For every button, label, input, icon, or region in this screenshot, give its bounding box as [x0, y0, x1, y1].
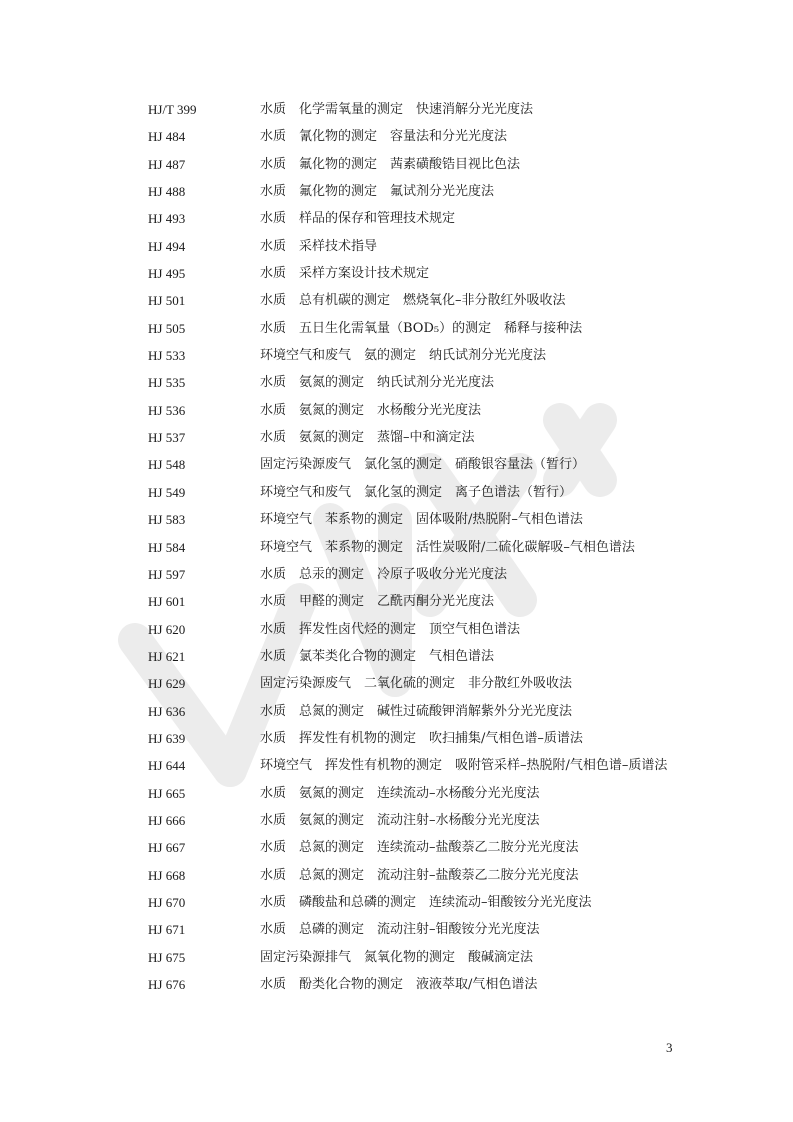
standard-row [148, 588, 688, 615]
standard-title: 水质 酚类化合物的测定 液液萃取/气相色谱法 [260, 977, 538, 992]
standard-code: HJ 644 [148, 758, 186, 774]
standard-code: HJ 484 [148, 129, 186, 145]
standard-title: 固定污染源废气 二氧化硫的测定 非分散红外吸收法 [260, 676, 573, 692]
standard-title: 水质 氨氮的测定 连续流动–水杨酸分光光度法 [260, 785, 540, 801]
standard-code: HJ 494 [148, 238, 186, 254]
standard-title: 水质 总氮的测定 流动注射–盐酸萘乙二胺分光光度法 [260, 867, 579, 883]
standard-row [148, 178, 688, 205]
standard-row [148, 260, 688, 287]
standard-row [148, 369, 688, 396]
standard-code: HJ 597 [148, 566, 186, 582]
standard-row [148, 780, 688, 807]
standard-code: HJ/T 399 [148, 102, 197, 117]
standard-code: HJ 668 [148, 867, 186, 883]
standard-row [148, 862, 688, 889]
standard-title: 环境空气 挥发性有机物的测定 吸附管采样–热脱附/气相色谱–质谱法 [260, 758, 668, 774]
standard-row [148, 643, 688, 670]
standard-row [148, 424, 688, 451]
standard-row [148, 944, 688, 971]
standard-code: HJ 505 [148, 320, 186, 336]
standard-row [148, 834, 688, 861]
standard-code: HJ 487 [148, 156, 186, 172]
standard-code: HJ 601 [148, 594, 186, 610]
standard-title: 环境空气和废气 氨的测定 纳氏试剂分光光度法 [260, 348, 547, 364]
standard-code: HJ 535 [148, 375, 186, 391]
standard-title: 水质 甲醛的测定 乙酰丙酮分光光度法 [260, 594, 495, 610]
standards-list [148, 96, 688, 998]
standard-code: HJ 493 [148, 211, 186, 227]
standard-title: 水质 总氮的测定 碱性过硫酸钾消解紫外分光光度法 [260, 703, 573, 719]
standard-title: 水质 氰化物的测定 容量法和分光光度法 [260, 129, 508, 145]
standard-code: HJ 665 [148, 785, 186, 801]
standard-title: 水质 挥发性有机物的测定 吹扫捕集/气相色谱–质谱法 [260, 730, 583, 746]
standard-row [148, 916, 688, 943]
standard-row [148, 233, 688, 260]
standard-title: 环境空气 苯系物的测定 活性炭吸附/二硫化碳解吸–气相色谱法 [260, 539, 635, 555]
standard-title: 固定污染源排气 氮氧化物的测定 酸碱滴定法 [260, 949, 534, 965]
standard-title: 水质 磷酸盐和总磷的测定 连续流动–钼酸铵分光光度法 [260, 894, 592, 910]
standard-title: 水质 五日生化需氧量（BOD₅）的测定 稀释与接种法 [260, 320, 583, 336]
standard-code: HJ 549 [148, 484, 186, 500]
standard-row [148, 397, 688, 424]
standard-title: 水质 氯苯类化合物的测定 气相色谱法 [260, 648, 495, 664]
standard-title: 水质 挥发性卤代烃的测定 顶空气相色谱法 [260, 621, 521, 637]
standard-title: 水质 氟化物的测定 茜素磺酸锆目视比色法 [260, 156, 521, 172]
standard-title: 水质 总氮的测定 连续流动–盐酸萘乙二胺分光光度法 [260, 840, 579, 856]
standard-row [148, 315, 688, 342]
standard-row [148, 451, 688, 478]
standard-row [148, 670, 688, 697]
standard-title: 环境空气 苯系物的测定 固体吸附/热脱附–气相色谱法 [260, 512, 583, 528]
standard-code: HJ 620 [148, 621, 186, 637]
standard-title: 固定污染源废气 氯化氢的测定 硝酸银容量法（暂行） [260, 457, 586, 473]
standard-row [148, 807, 688, 834]
standard-code: HJ 495 [148, 266, 186, 282]
standard-code: HJ 583 [148, 512, 186, 528]
standard-code: HJ 667 [148, 840, 186, 856]
standard-code: HJ 670 [148, 894, 186, 910]
standard-row [148, 287, 688, 314]
page-number: 3 [666, 1040, 673, 1055]
standard-row [148, 534, 688, 561]
standard-row [148, 561, 688, 588]
standard-code: HJ 671 [148, 922, 186, 938]
standard-title: 环境空气和废气 氯化氢的测定 离子色谱法（暂行） [260, 484, 573, 500]
standard-code: HJ 488 [148, 184, 186, 200]
standard-title: 水质 样品的保存和管理技术规定 [260, 211, 456, 227]
standard-title: 水质 采样技术指导 [260, 238, 378, 254]
standard-title: 水质 总汞的测定 冷原子吸收分光光度法 [260, 566, 508, 582]
standard-title: 水质 化学需氧量的测定 快速消解分光光度法 [260, 102, 534, 117]
standard-code: HJ 536 [148, 402, 186, 418]
standard-row [148, 479, 688, 506]
standard-code: HJ 548 [148, 457, 186, 473]
standard-code: HJ 629 [148, 676, 186, 692]
standard-row [148, 616, 688, 643]
standard-code: HJ 501 [148, 293, 186, 309]
standard-code: HJ 533 [148, 348, 186, 364]
standard-title: 水质 氨氮的测定 流动注射–水杨酸分光光度法 [260, 812, 540, 828]
standard-row [148, 96, 688, 123]
standard-row [148, 205, 688, 232]
standard-code: HJ 675 [148, 949, 186, 965]
standard-title: 水质 氟化物的测定 氟试剂分光光度法 [260, 184, 495, 200]
standard-row [148, 151, 688, 178]
standard-code: HJ 639 [148, 730, 186, 746]
standard-row [148, 123, 688, 150]
standard-code: HJ 584 [148, 539, 186, 555]
standard-code: HJ 636 [148, 703, 186, 719]
standard-code: HJ 537 [148, 430, 186, 446]
standard-code: HJ 621 [148, 648, 186, 664]
standard-title: 水质 总磷的测定 流动注射–钼酸铵分光光度法 [260, 922, 540, 938]
standard-row [148, 342, 688, 369]
standard-row [148, 889, 688, 916]
standard-title: 水质 氨氮的测定 水杨酸分光光度法 [260, 402, 482, 418]
standard-row [148, 698, 688, 725]
standard-row [148, 506, 688, 533]
standard-title: 水质 总有机碳的测定 燃烧氧化–非分散红外吸收法 [260, 293, 566, 309]
standard-row [148, 725, 688, 752]
standard-title: 水质 氨氮的测定 蒸馏–中和滴定法 [260, 430, 475, 446]
standard-title: 水质 采样方案设计技术规定 [260, 266, 430, 282]
standard-code: HJ 666 [148, 812, 186, 828]
standard-code: HJ 676 [148, 977, 186, 992]
standard-row [148, 971, 688, 998]
standard-title: 水质 氨氮的测定 纳氏试剂分光光度法 [260, 375, 495, 391]
standard-row [148, 752, 688, 779]
